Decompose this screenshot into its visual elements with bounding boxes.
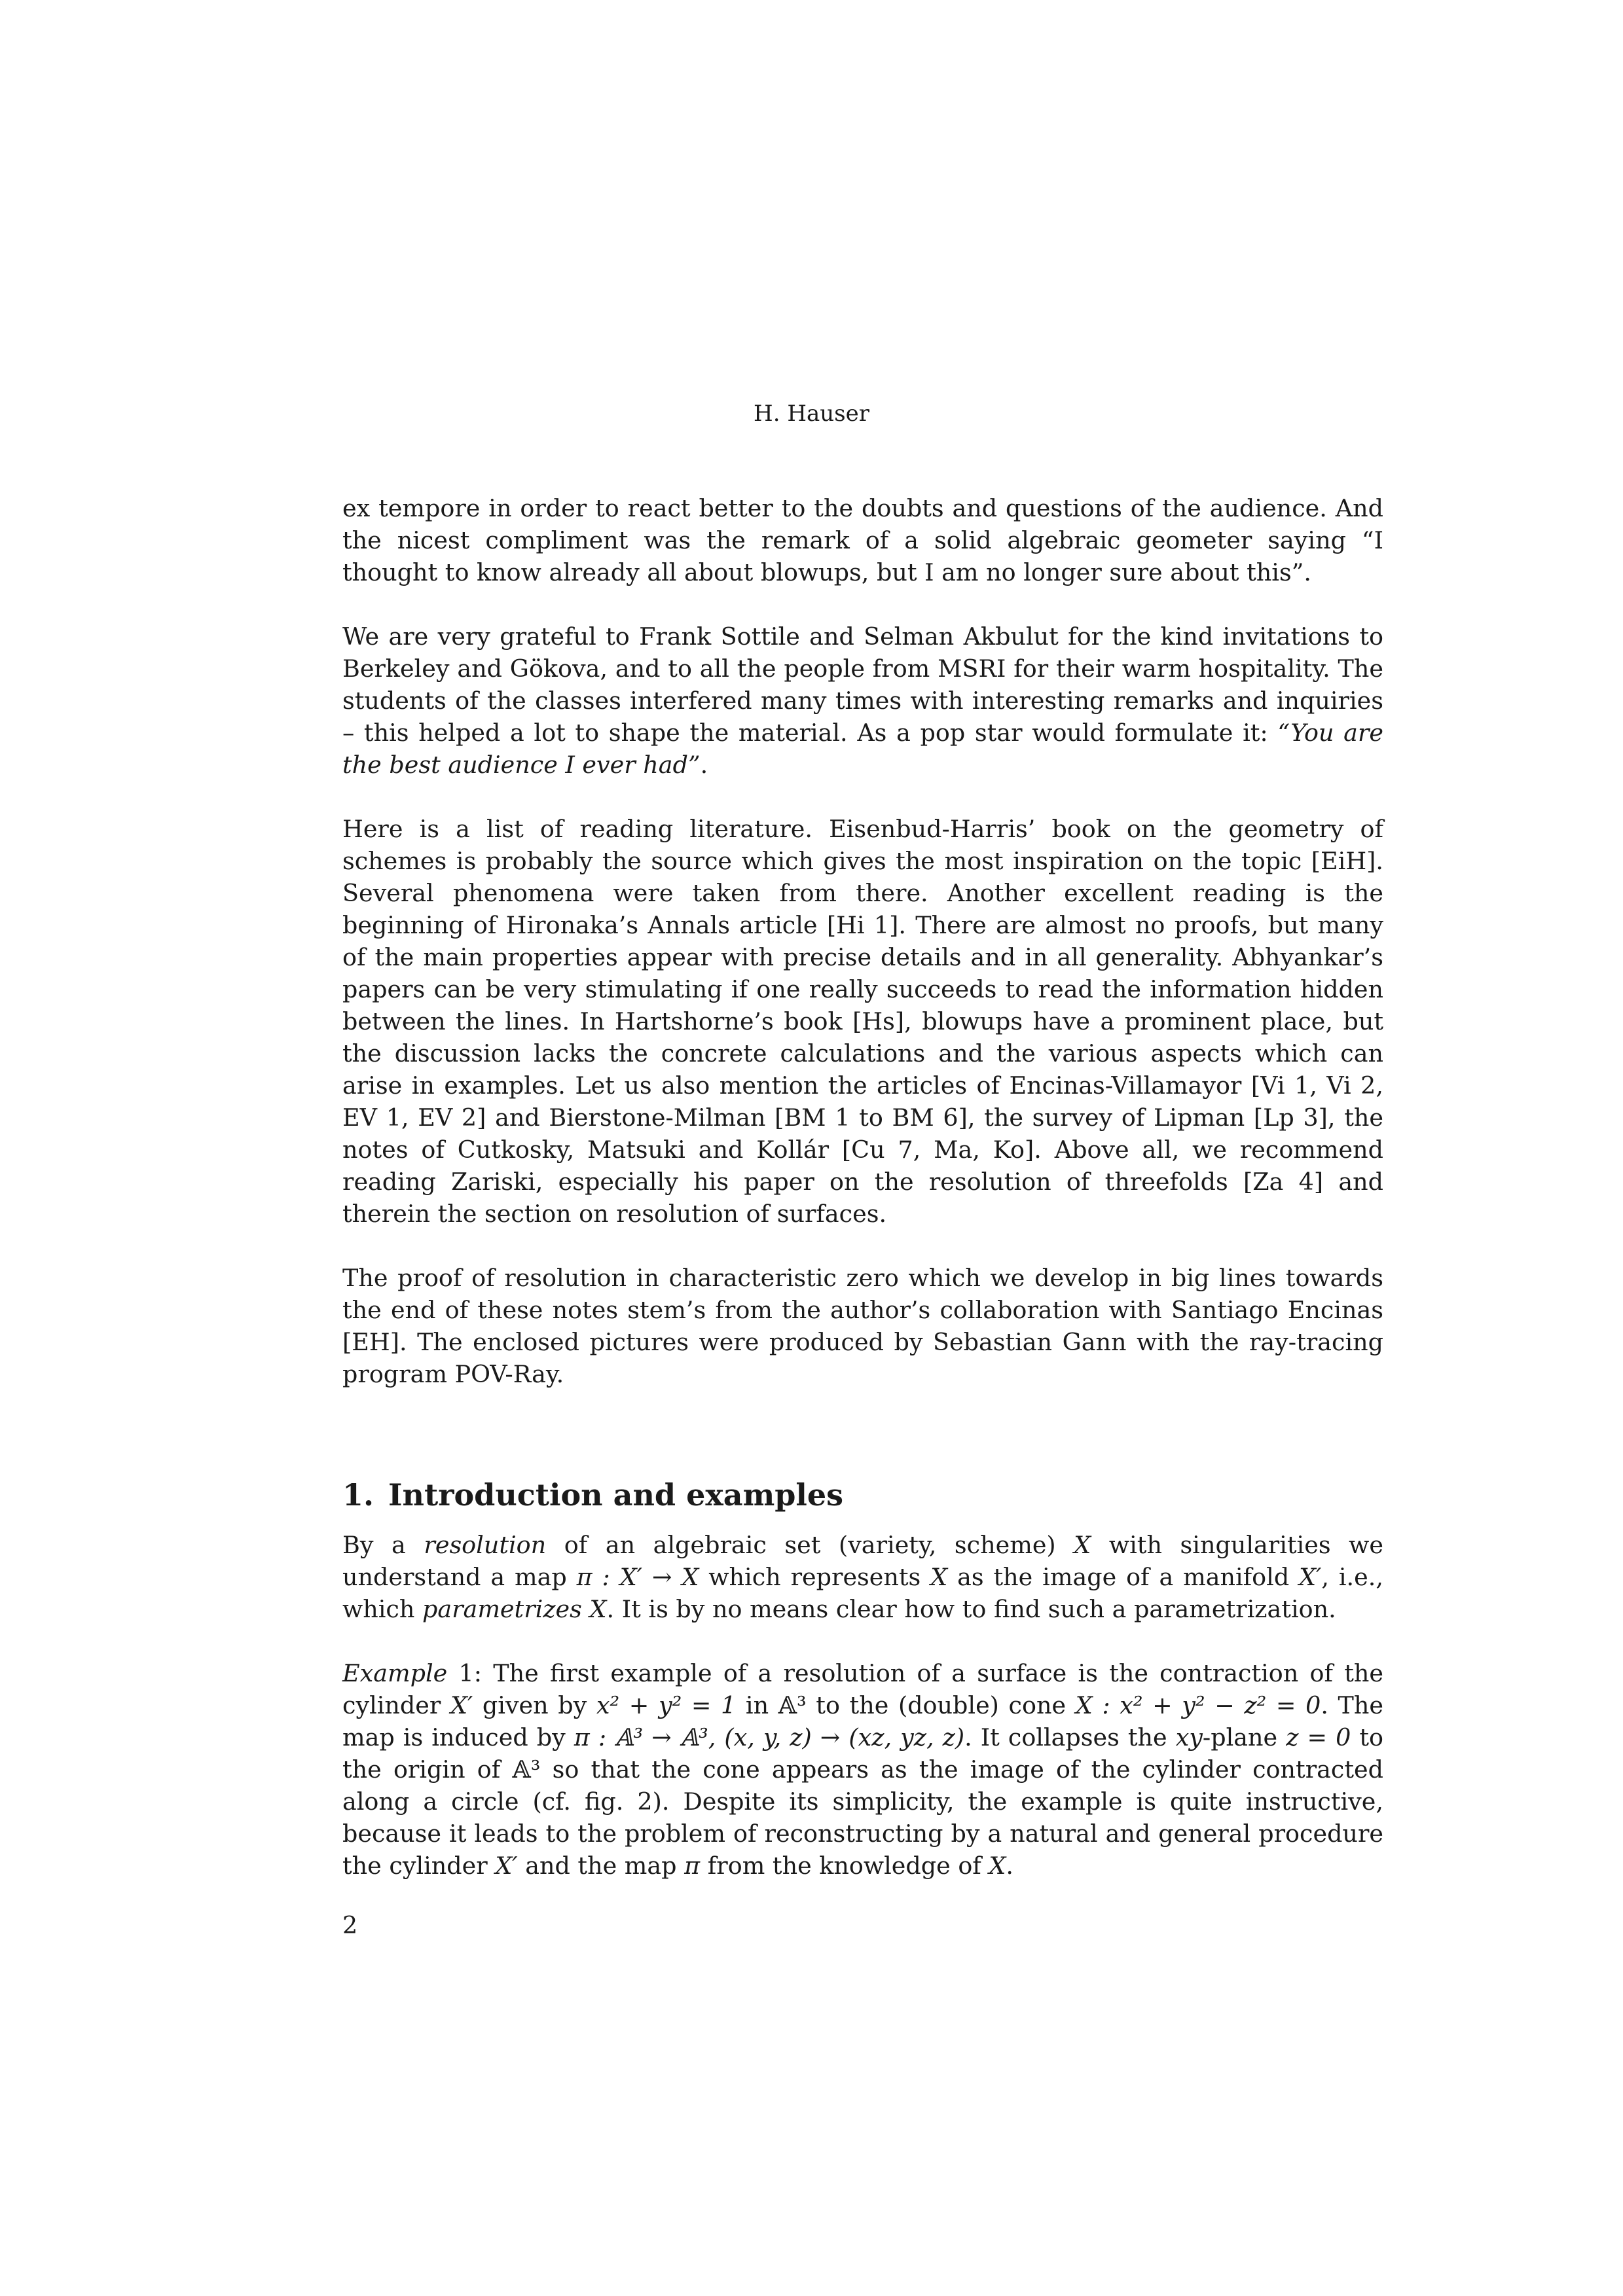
math-X-prime: X′ xyxy=(450,1691,473,1719)
math-X: X xyxy=(1074,1531,1091,1559)
example-text: so that the cone appears as the image of the cylinder contracted along a circle (cf. fig. 2). Despite its simplicity, the example is quite instructive, because it leads to the problem of reconstructing by a natural and general procedure the cylinder xyxy=(342,1755,1383,1880)
example-text: and the map xyxy=(517,1852,685,1880)
page-number: 2 xyxy=(342,1911,358,1939)
example-label: Example xyxy=(342,1659,448,1687)
example-text: 1: The first example of a resolution of a surface is the contraction of the cylinder xyxy=(342,1659,1383,1719)
pop-star-quote: “You are the best audience I ever had” xyxy=(342,719,1383,779)
section-title: Introduction and examples xyxy=(388,1477,844,1513)
paragraph-ex-tempore: ex tempore in order to react better to the doubts and questions of the audience. And the nicest compliment was the remark of a solid algebraic geometer saying “I thought to know already all about blowups, but I am no longer sure about this”. xyxy=(342,494,1383,586)
example-text: -plane xyxy=(1202,1723,1286,1751)
paragraph-proof-of-resolution: The proof of resolution in characteristic zero which we develop in big lines towards the end of these notes stem’s from the author’s collaboration with Santiago Encinas [EH]. The enclosed pictures were produced by Sebastian Gann with the ray-tracing program POV-Ray. xyxy=(342,1264,1383,1388)
paragraph-acknowledgements xyxy=(342,620,1383,781)
math-affine-space: 𝔸³ xyxy=(512,1755,541,1784)
running-head: H. Hauser xyxy=(754,401,869,427)
ack-text: We are very grateful to Frank Sottile and Selman Akbulut for the kind invitations to Berkeley and Gökova, and to all the people from MSRI for their warm hospitality. The students of the classes interfered many times with interesting remarks and inquiries – this helped a lot to shape the material. As a pop star would formulate it: xyxy=(342,622,1383,747)
example-text: to the (double) cone xyxy=(806,1691,1076,1719)
example-text: . It collapses the xyxy=(964,1723,1176,1751)
math-affine-space: 𝔸³ xyxy=(778,1691,807,1719)
example-text: in xyxy=(736,1691,778,1719)
intro-text: which represents xyxy=(699,1563,931,1591)
math-X: X xyxy=(930,1563,948,1591)
paragraph-reading-literature: Here is a list of reading literature. Eisenbud-Harris’ book on the geometry of schemes is probably the source which gives the most inspiration on the topic [EiH]. Several phenomena were taken from there. Another excellent reading is the beginning of Hironaka’s Annals article [Hi 1]. There are almost no proofs, but many of the main properties appear with precise details and in all generality. Abhyankar’s papers can be very stimulating if one really succeeds to read the information hidden between the lines. In Hartshorne’s book [Hs], blowups have a prominent place, but the discussion lacks the concrete calculations and the various aspects which can arise in examples. Let us also mention the articles of Encinas-Villamayor [Vi 1, Vi 2, EV 1, EV 2] and Bierstone-Milman [BM 1 to BM 6], the survey of Lipman [Lp 3], the notes of Cutkosky, Matsuki and Kollár [Cu 7, Ma, Ko]. Above all, we recommend reading Zariski, especially his paper on the resolution of threefolds [Za 4] and therein the section on resolution of surfaces. xyxy=(342,815,1383,1228)
example-text: given by xyxy=(473,1691,596,1719)
term-parametrizes: parametrizes xyxy=(422,1595,582,1623)
intro-text: , i.e., which xyxy=(342,1563,1383,1623)
section-heading xyxy=(342,1477,1383,1513)
paragraph-resolution-definition xyxy=(342,1529,1383,1625)
intro-text: with singularities we understand a map xyxy=(342,1531,1383,1591)
paragraph-example-1 xyxy=(342,1657,1383,1882)
math-X-prime: X′ xyxy=(495,1852,518,1880)
intro-text: By a xyxy=(342,1531,424,1559)
math-pi: π xyxy=(684,1852,701,1880)
math-cylinder-equation: x² + y² = 1 xyxy=(596,1691,737,1719)
math-map-definition: π : 𝔸³ → 𝔸³, (x, y, z) → (xz, yz, z) xyxy=(574,1723,965,1751)
section-introduction xyxy=(342,1477,1383,1882)
example-text: to the origin of xyxy=(342,1723,1384,1784)
intro-text: of an algebraic set (variety, scheme) xyxy=(546,1531,1074,1559)
math-z-zero: z = 0 xyxy=(1286,1723,1351,1751)
intro-text: as the image of a manifold xyxy=(947,1563,1300,1591)
math-xy: xy xyxy=(1175,1723,1203,1751)
intro-text: . It is by no means clear how to find such a parametrization. xyxy=(606,1595,1336,1623)
math-cone-equation: X : x² + y² − z² = 0 xyxy=(1075,1691,1321,1719)
example-text: . The map is induced by xyxy=(342,1691,1383,1751)
example-text: . xyxy=(1006,1852,1014,1880)
term-resolution: resolution xyxy=(424,1531,547,1559)
math-map-pi: π : X′ → X xyxy=(576,1563,699,1591)
example-text: from the knowledge of xyxy=(700,1852,989,1880)
math-X-prime: X′ xyxy=(1299,1563,1322,1591)
main-text-block xyxy=(342,492,1383,1882)
ack-end: . xyxy=(700,751,708,779)
math-X: X xyxy=(589,1595,607,1623)
math-X: X xyxy=(989,1852,1006,1880)
section-number: 1. xyxy=(342,1477,374,1513)
intro-text xyxy=(582,1595,590,1623)
